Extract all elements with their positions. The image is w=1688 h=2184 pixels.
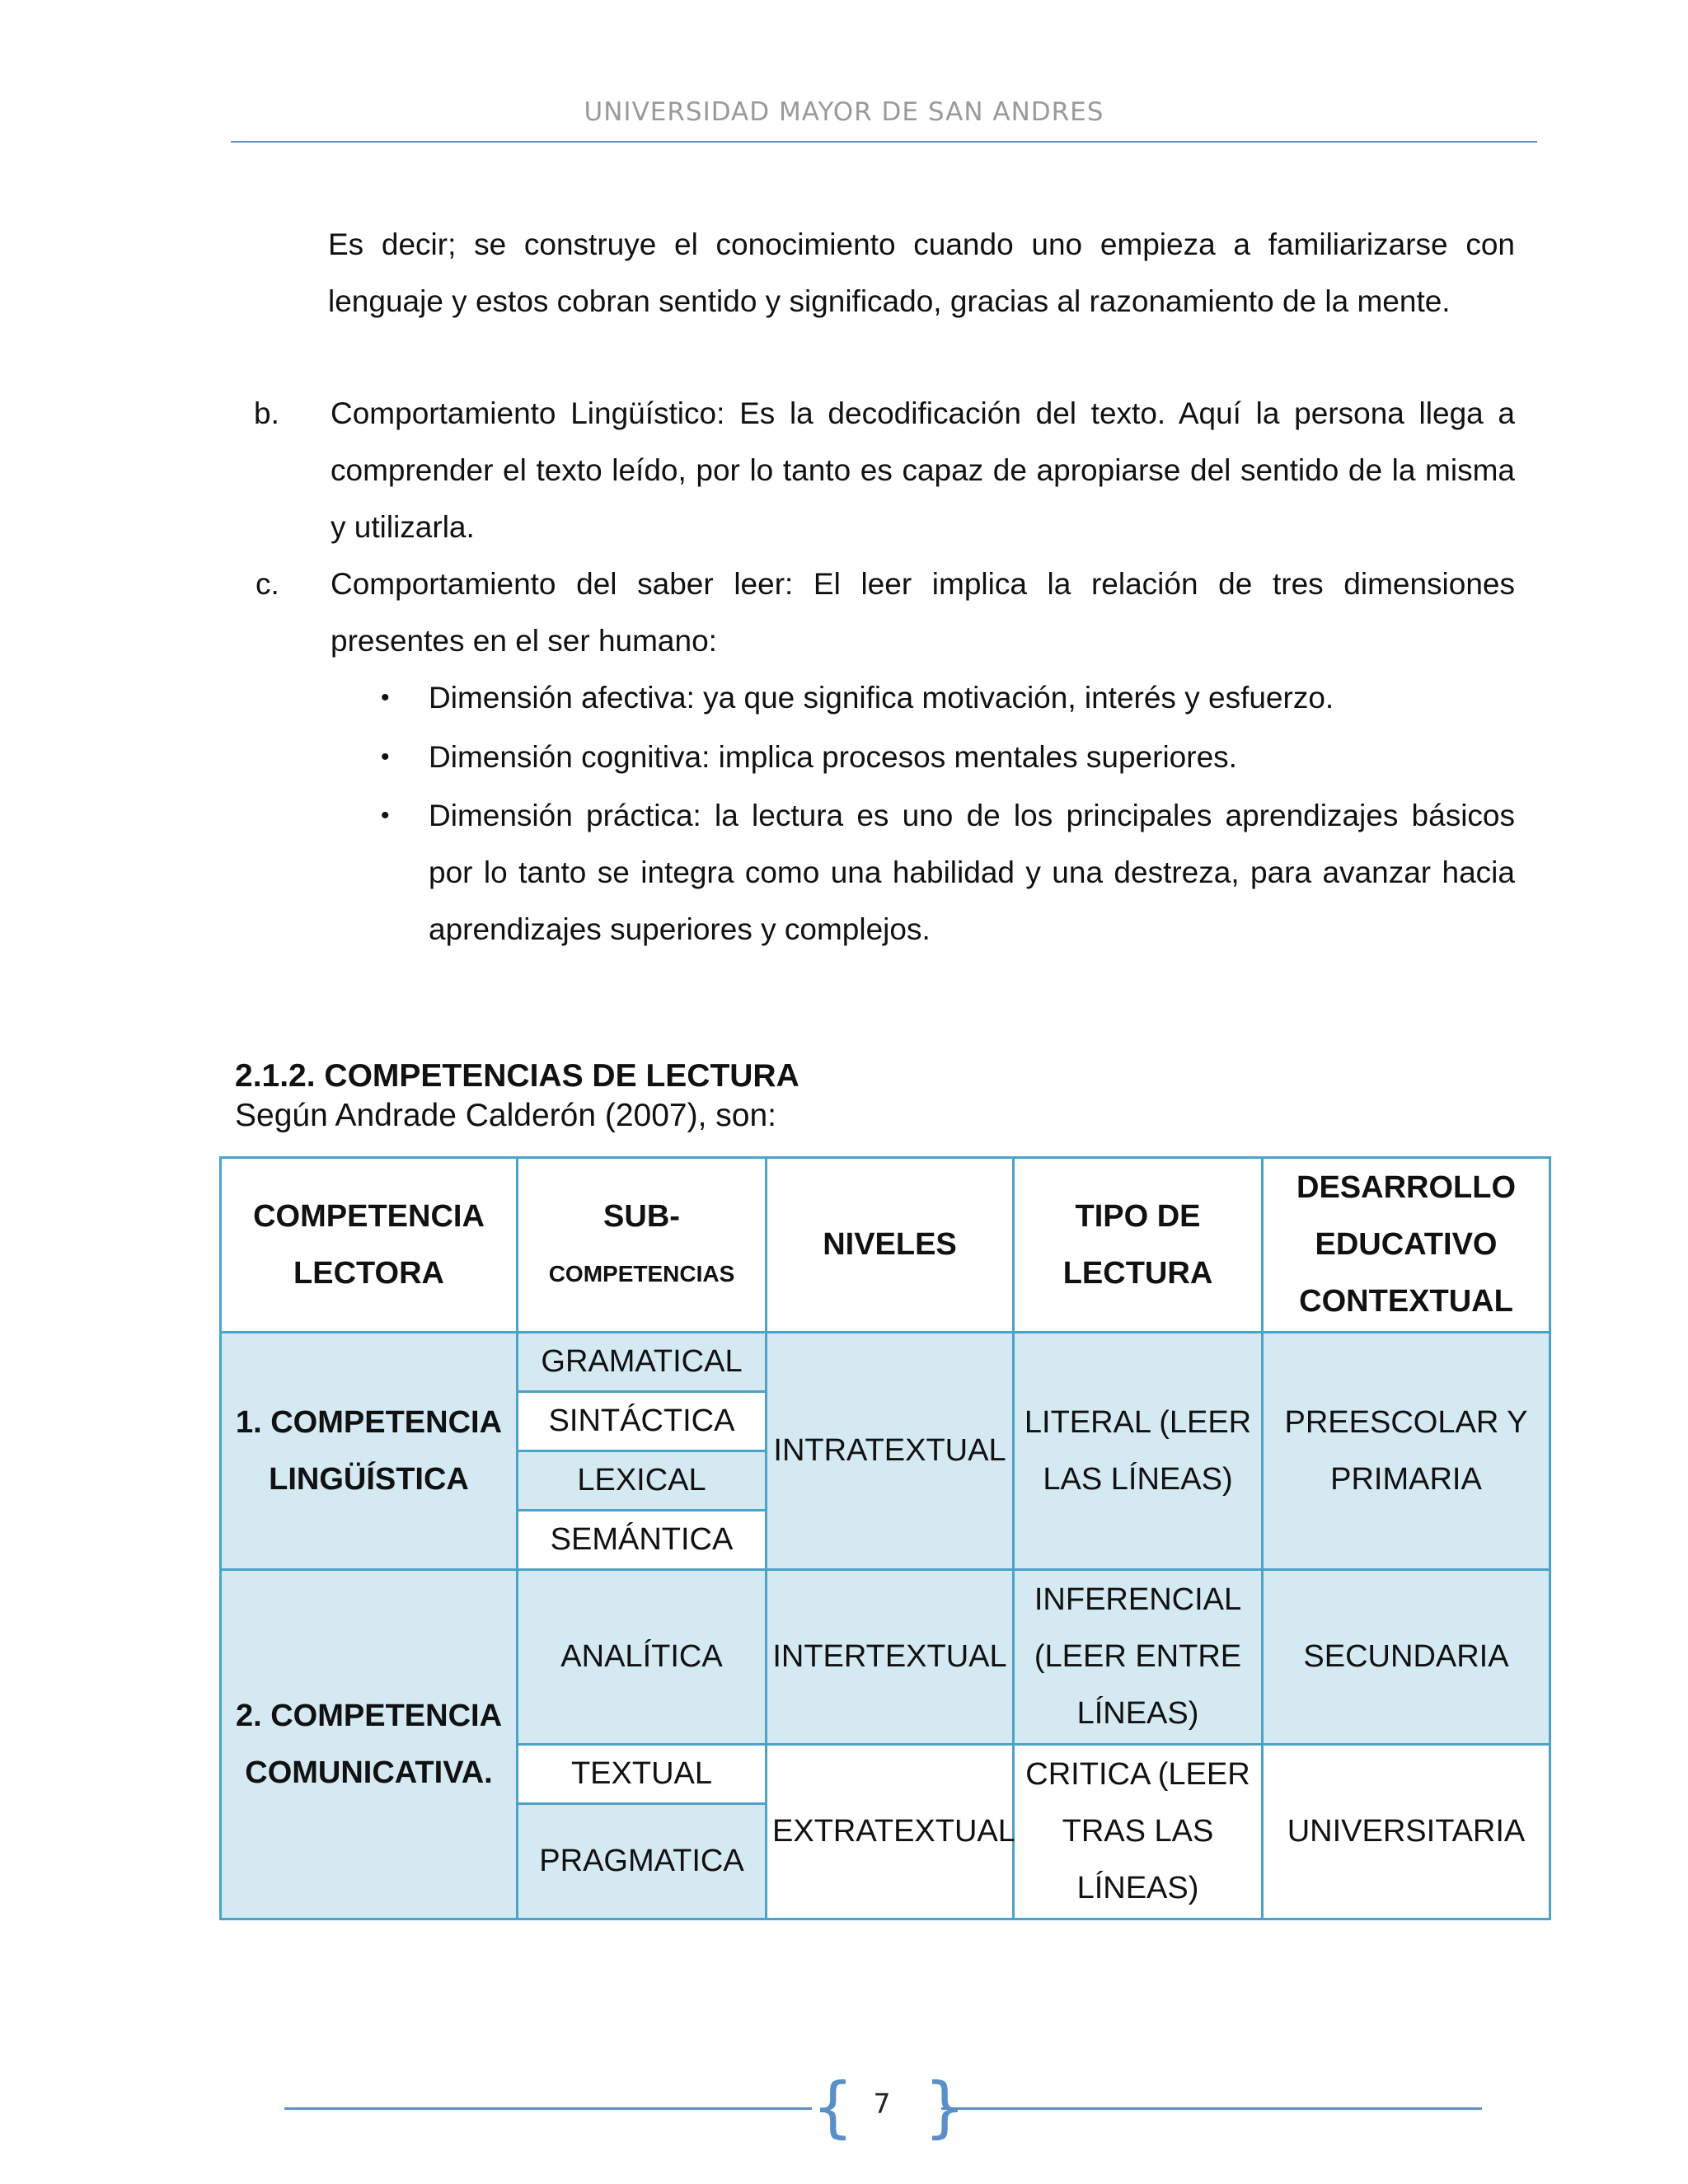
header-desarrollo: DESARROLLO EDUCATIVO CONTEXTUAL	[1263, 1158, 1550, 1333]
header-competencia-lectora: COMPETENCIA LECTORA	[221, 1158, 518, 1333]
table-row	[221, 1570, 1550, 1745]
list-item-b: Comportamiento Lingüístico: Es la decodificación del texto. Aquí la persona llega a comprender el texto leído, por lo tanto es capaz de apropiarse del sentido de la misma y utilizarla.	[331, 396, 1515, 544]
cell-sub-textual: TEXTUAL	[518, 1745, 767, 1804]
left-brace-icon: {	[812, 2069, 854, 2145]
cell-desarrollo-preescolar: PREESCOLAR Y PRIMARIA	[1263, 1333, 1550, 1570]
cell-nivel-extratextual: EXTRATEXTUAL	[767, 1745, 1014, 1919]
header-tipo-lectura: TIPO DE LECTURA	[1014, 1158, 1263, 1333]
cell-tipo-inferencial: INFERENCIAL (LEER ENTRE LÍNEAS)	[1014, 1570, 1263, 1745]
cell-tipo-literal: LITERAL (LEER LAS LÍNEAS)	[1014, 1333, 1263, 1570]
bullet-item-practica: Dimensión práctica: la lectura es uno de los principales aprendizajes básicos por lo tanto se integra como una habilidad y una destreza, para avanzar hacia aprendizajes superiores y complejos.	[429, 799, 1515, 946]
cell-competencia-comunicativa: 2. COMPETENCIA COMUNICATIVA.	[221, 1570, 518, 1919]
list-item-c: Comportamiento del saber leer: El leer implica la relación de tres dimensiones presentes en el ser humano:	[331, 567, 1515, 658]
cell-nivel-intertextual: INTERTEXTUAL	[767, 1570, 1014, 1745]
header-niveles: NIVELES	[767, 1158, 1014, 1333]
cell-nivel-intratextual: INTRATEXTUAL	[767, 1333, 1014, 1570]
section-subheading: Según Andrade Calderón (2007), son:	[235, 1098, 776, 1133]
cell-sub-analitica: ANALÍTICA	[518, 1570, 767, 1745]
cell-desarrollo-universitaria: UNIVERSITARIA	[1263, 1745, 1550, 1919]
header-sub-small: COMPETENCIAS	[548, 1260, 735, 1286]
cell-competencia-linguistica: 1. COMPETENCIA LINGÜÍSTICA	[221, 1333, 518, 1570]
bullet-icon: •	[381, 684, 390, 711]
intro-paragraph: Es decir; se construye el conocimiento cuando uno empieza a familiarizarse con lenguaje y estos cobran sentido y significado, gracias al razonamiento de la mente.	[328, 227, 1515, 318]
cell-sub-gramatical: GRAMATICAL	[518, 1333, 767, 1392]
table-header-row	[221, 1158, 1550, 1333]
running-header: UNIVERSIDAD MAYOR DE SAN ANDRES	[584, 97, 1104, 127]
right-brace-icon: }	[924, 2069, 966, 2145]
bullet-icon: •	[381, 802, 390, 829]
section-heading: 2.1.2. COMPETENCIAS DE LECTURA	[235, 1058, 799, 1094]
list-marker-c: c.	[256, 567, 279, 601]
competencias-table	[219, 1156, 1551, 1920]
bullet-item-afectiva: Dimensión afectiva: ya que significa motivación, interés y esfuerzo.	[429, 681, 1334, 715]
header-sub-competencias	[518, 1158, 767, 1333]
bullet-item-cognitiva: Dimensión cognitiva: implica procesos mentales superiores.	[429, 740, 1237, 774]
list-marker-b: b.	[254, 396, 279, 430]
cell-sub-lexical: LEXICAL	[518, 1451, 767, 1511]
cell-sub-pragmatica: PRAGMATICA	[518, 1804, 767, 1919]
cell-tipo-critica: CRITICA (LEER TRAS LAS LÍNEAS)	[1014, 1745, 1263, 1919]
cell-desarrollo-secundaria: SECUNDARIA	[1263, 1570, 1550, 1745]
page-number: 7	[873, 2088, 891, 2120]
header-rule	[231, 141, 1537, 143]
header-sub-main: SUB-	[603, 1198, 680, 1234]
bullet-icon: •	[381, 743, 390, 771]
cell-sub-sintactica: SINTÁCTICA	[518, 1392, 767, 1451]
cell-sub-semantica: SEMÁNTICA	[518, 1511, 767, 1570]
table-row	[221, 1333, 1550, 1392]
